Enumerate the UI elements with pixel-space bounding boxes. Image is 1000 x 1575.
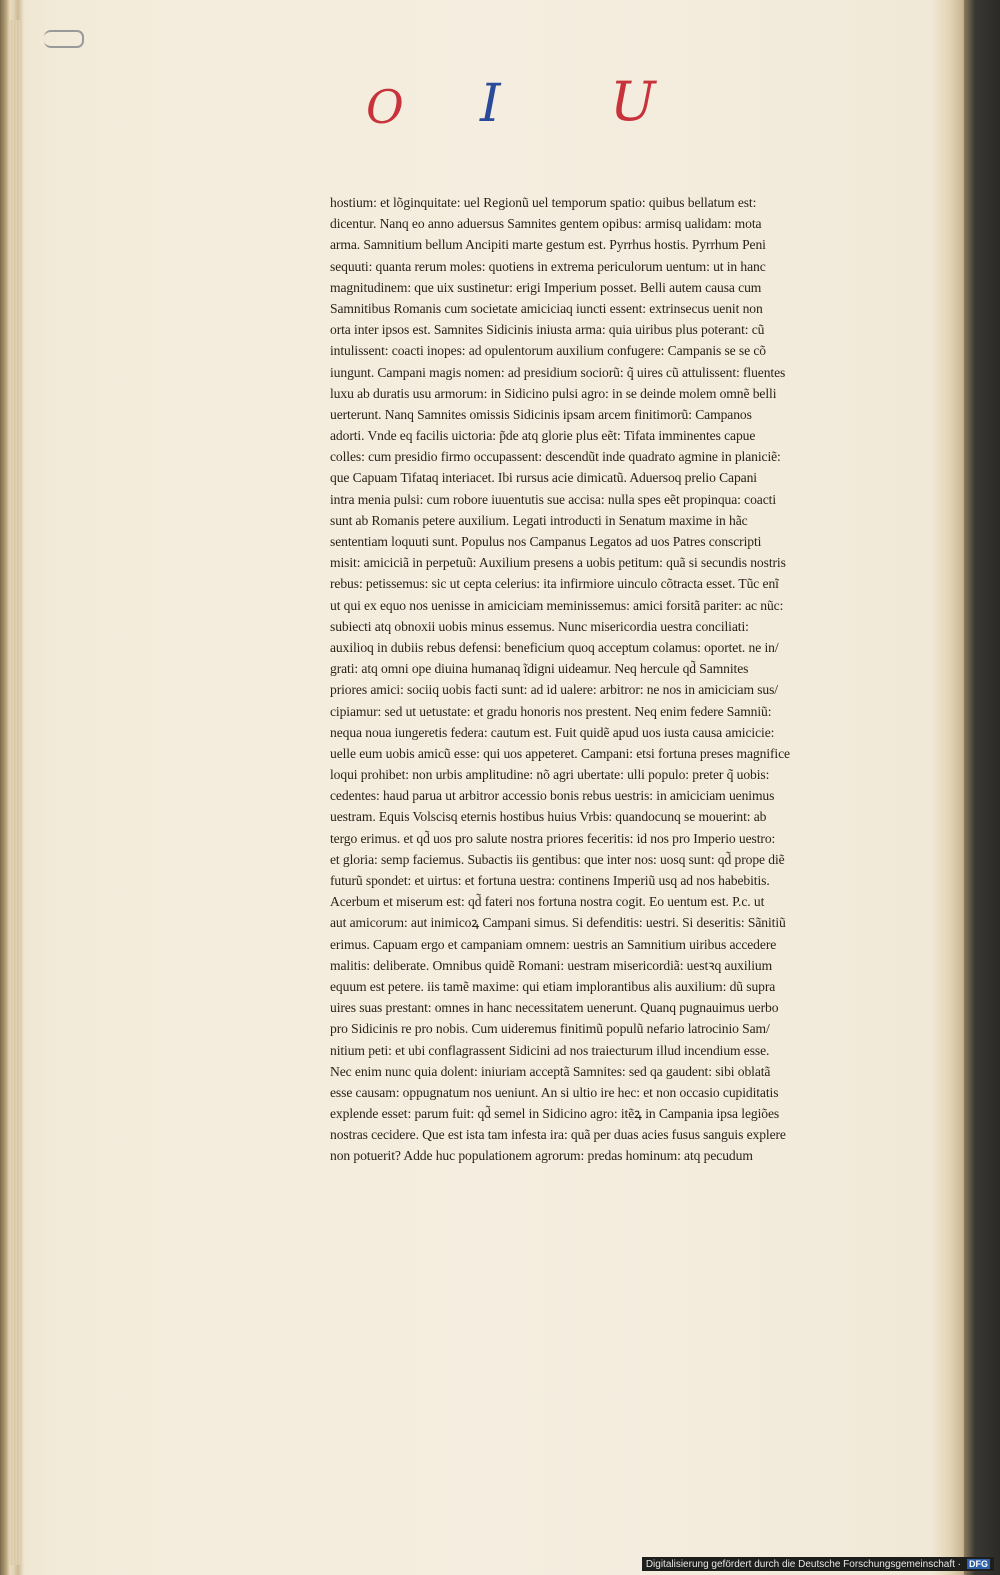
text-line: ut qui ex equo nos uenisse in amiciciam meminissemus: amici forsitã pariter: ac nũc:: [330, 597, 784, 613]
text-line: rebus: petissemus: sic ut cepta celerius: ita infirmiore uinculo cõtracta esset. Tũc enĩ: [330, 576, 779, 592]
text-line: futurũ spondet: et uirtus: et fortuna uestra: continens Imperiũ usq ad nos habebitis.: [330, 873, 770, 888]
text-line: pro Sidicinis re pro nobis. Cum uideremus finitimũ populũ nefario latrocinio Sam/: [330, 1021, 770, 1037]
initial-o: O: [366, 80, 404, 134]
text-line: uestram. Equis Volscisq eternis hostibus huius Vrbis: quandocunq se mouerint: ab: [330, 809, 767, 825]
text-line: uires suas prestant: omnes in hanc necessitatem uenerunt. Quanq pugnauimus uerbo: [330, 1000, 779, 1016]
text-line: nostras cecidere. Que est ista tam infesta ira: quã per duas acies fusus sanguis explere: [330, 1127, 786, 1143]
text-block: [330, 192, 936, 1167]
guide-initials: [360, 64, 660, 134]
text-line: nequa noua iungeretis federa: cautum est. Fuit quidẽ apud uos iusta causa amicicie:: [330, 724, 775, 740]
text-line: grati: atq omni ope diuina humanaq ĩdigni uideamur. Neq hercule qd̃ Samnites: [330, 661, 749, 677]
text-line: et gloria: semp faciemus. Subactis iis gentibus: que inter nos: uosq sunt: qd̃ prope diẽ: [330, 851, 785, 867]
initial-i: I: [480, 74, 501, 134]
text-line: adorti. Vnde eq facilis uictoria: p̃de atq glorie plus eẽt: Tifata imminentes capue: [330, 428, 756, 444]
text-line: nitium peti: et ubi conflagrassent Sidicini ad nos traiecturum illud incendium esse.: [330, 1042, 770, 1058]
text-line: non potuerit? Adde huc populationem agrorum: predas hominum: atq pecudum: [330, 1148, 753, 1164]
text-line: Samnitibus Romanis cum societate amiciciaq iuncti essent: extrinsecus uenit non: [330, 300, 763, 316]
text-line: uelle eum uobis amicũ esse: qui uos appeteret. Campani: etsi fortuna preses magnifice: [330, 745, 790, 761]
initial-u: U: [610, 70, 656, 133]
dfg-logo: DFG: [969, 1559, 988, 1569]
text-line: malitis: deliberate. Omnibus quidẽ Romani: uestram misericordiã: uestꝛq auxilium: [330, 957, 773, 973]
text-line: sequuti: quanta rerum moles: quotiens in extrema periculorum uentum: ut in hanc: [330, 258, 766, 274]
text-line: tergo erimus. et qd̃ uos pro salute nostra priores feceritis: id nos pro Imperio uestro:: [330, 830, 776, 846]
text-line: Nec enim nunc quia dolent: iniuriam acceptã Samnites: sed qa gaudent: sibi oblatã: [330, 1063, 771, 1079]
text-line: magnitudinem: que uix sustinetur: erigi Imperium posset. Belli autem causa cum: [330, 279, 762, 295]
text-line: hostium: et lõginquitate: uel Regionũ uel temporum spatio: quibus bellatum est:: [330, 195, 757, 210]
text-line: sententiam loquuti sunt. Populus nos Campanus Legatos ad uos Patres conscripti: [330, 534, 762, 549]
text-line: Acerbum et miserum est: qd̃ fateri nos fortuna nostra cogit. Eo uentum est. P.c. ut: [330, 894, 765, 910]
text-line: esse causam: oppugnatum nos ueniunt. An si ultio ire hec: et non occasio cupiditatis: [330, 1084, 779, 1100]
text-line: loqui prohibet: non urbis amplitudine: nõ agri ubertate: ulli populo: preter q̃ uobis:: [330, 767, 770, 783]
text-line: equum est petere. iis tamẽ maxime: qui etiam implorantibus alis auxilium: dũ supra: [330, 978, 776, 994]
text-line: priores amici: sociiq uobis facti sunt: ad id ualere: arbitror: ne nos in amiciciam sus/: [330, 682, 778, 698]
text-line: iungunt. Campani magis nomen: ad presidium sociorũ: q̃ uires cũ attulissent: fluentes: [330, 364, 786, 380]
text-line: sunt ab Romanis petere auxilium. Legati introducti in Senatum maxime in hãc: [330, 512, 748, 528]
page-edges: [8, 20, 20, 1565]
text-line: explende esset: parum fuit: qd̃ semel in Sidicino agro: itẽꝝ in Campania ipsa legiões: [330, 1106, 780, 1122]
text-line: cipiamur: sed ut uetustate: et gradu honoris nos prestent. Neq enim federe Samniũ:: [330, 703, 772, 719]
text-line: subiecti atq obnoxii uobis minus essemus. Nunc misericordia uestra conciliati:: [330, 618, 749, 634]
text-line: cedentes: haud parua ut arbitror accessio bonis rebus uestris: in amiciciam uenimus: [330, 788, 775, 804]
text-line: colles: cum presidio firmo occupassent: descendũt inde quadrato agmine in planiciẽ:: [330, 449, 781, 465]
text-line: orta inter ipsos est. Samnites Sidicinis iniusta arma: quia uiribus plus poterant: cũ: [330, 322, 765, 338]
text-line: intulissent: coacti inopes: ad opulentorum auxilium confugere: Campanis se se cõ: [330, 343, 766, 359]
text-line: misit: amiciciã in perpetuũ: Auxilium presens a uobis petitum: quã si secundis nostris: [330, 555, 786, 571]
text-line: luxu ab duratis usu armorum: in Sidicino pulsi agro: in se deinde molem omnẽ belli: [330, 385, 777, 401]
paper-clip: [44, 30, 84, 48]
text-line: arma. Samnitium bellum Ancipiti marte gestum est. Pyrrhus hostis. Pyrrhum Peni: [330, 237, 766, 253]
text-line: dicentur. Nanq eo anno aduersus Samnites gentem opibus: armisq ualidam: mota: [330, 216, 762, 232]
footer-credit: Digitalisierung gefördert durch die Deutsche Forschungsgemeinschaft ·: [645, 1558, 961, 1570]
text-line: que Capuam Tifataq interiacet. Ibi rursus acie dimicatũ. Aduersoq prelio Capani: [330, 470, 757, 486]
text-line: intra menia pulsi: cum robore iuuentutis sue accisa: nulla spes eẽt propinqua: coacti: [330, 491, 777, 507]
text-line: auxilioq in dubiis rebus defensi: beneficium quoq acceptum colamus: oportet. ne in/: [330, 639, 779, 655]
text-line: erimus. Capuam ergo et campaniam omnem: uestris an Samnitium uiribus accedere: [330, 936, 777, 952]
book-binding-edge: [964, 0, 1000, 1575]
text-line: aut amicorum: aut inimicoꝝ Campani simus. Si defenditis: uestri. Si deseritis: Sãnitiũ: [330, 915, 786, 931]
text-line: uerterunt. Nanq Samnites omissis Sidicinis ipsam arcem finitimorũ: Campanos: [330, 406, 752, 422]
footer-bar: [642, 1557, 994, 1571]
